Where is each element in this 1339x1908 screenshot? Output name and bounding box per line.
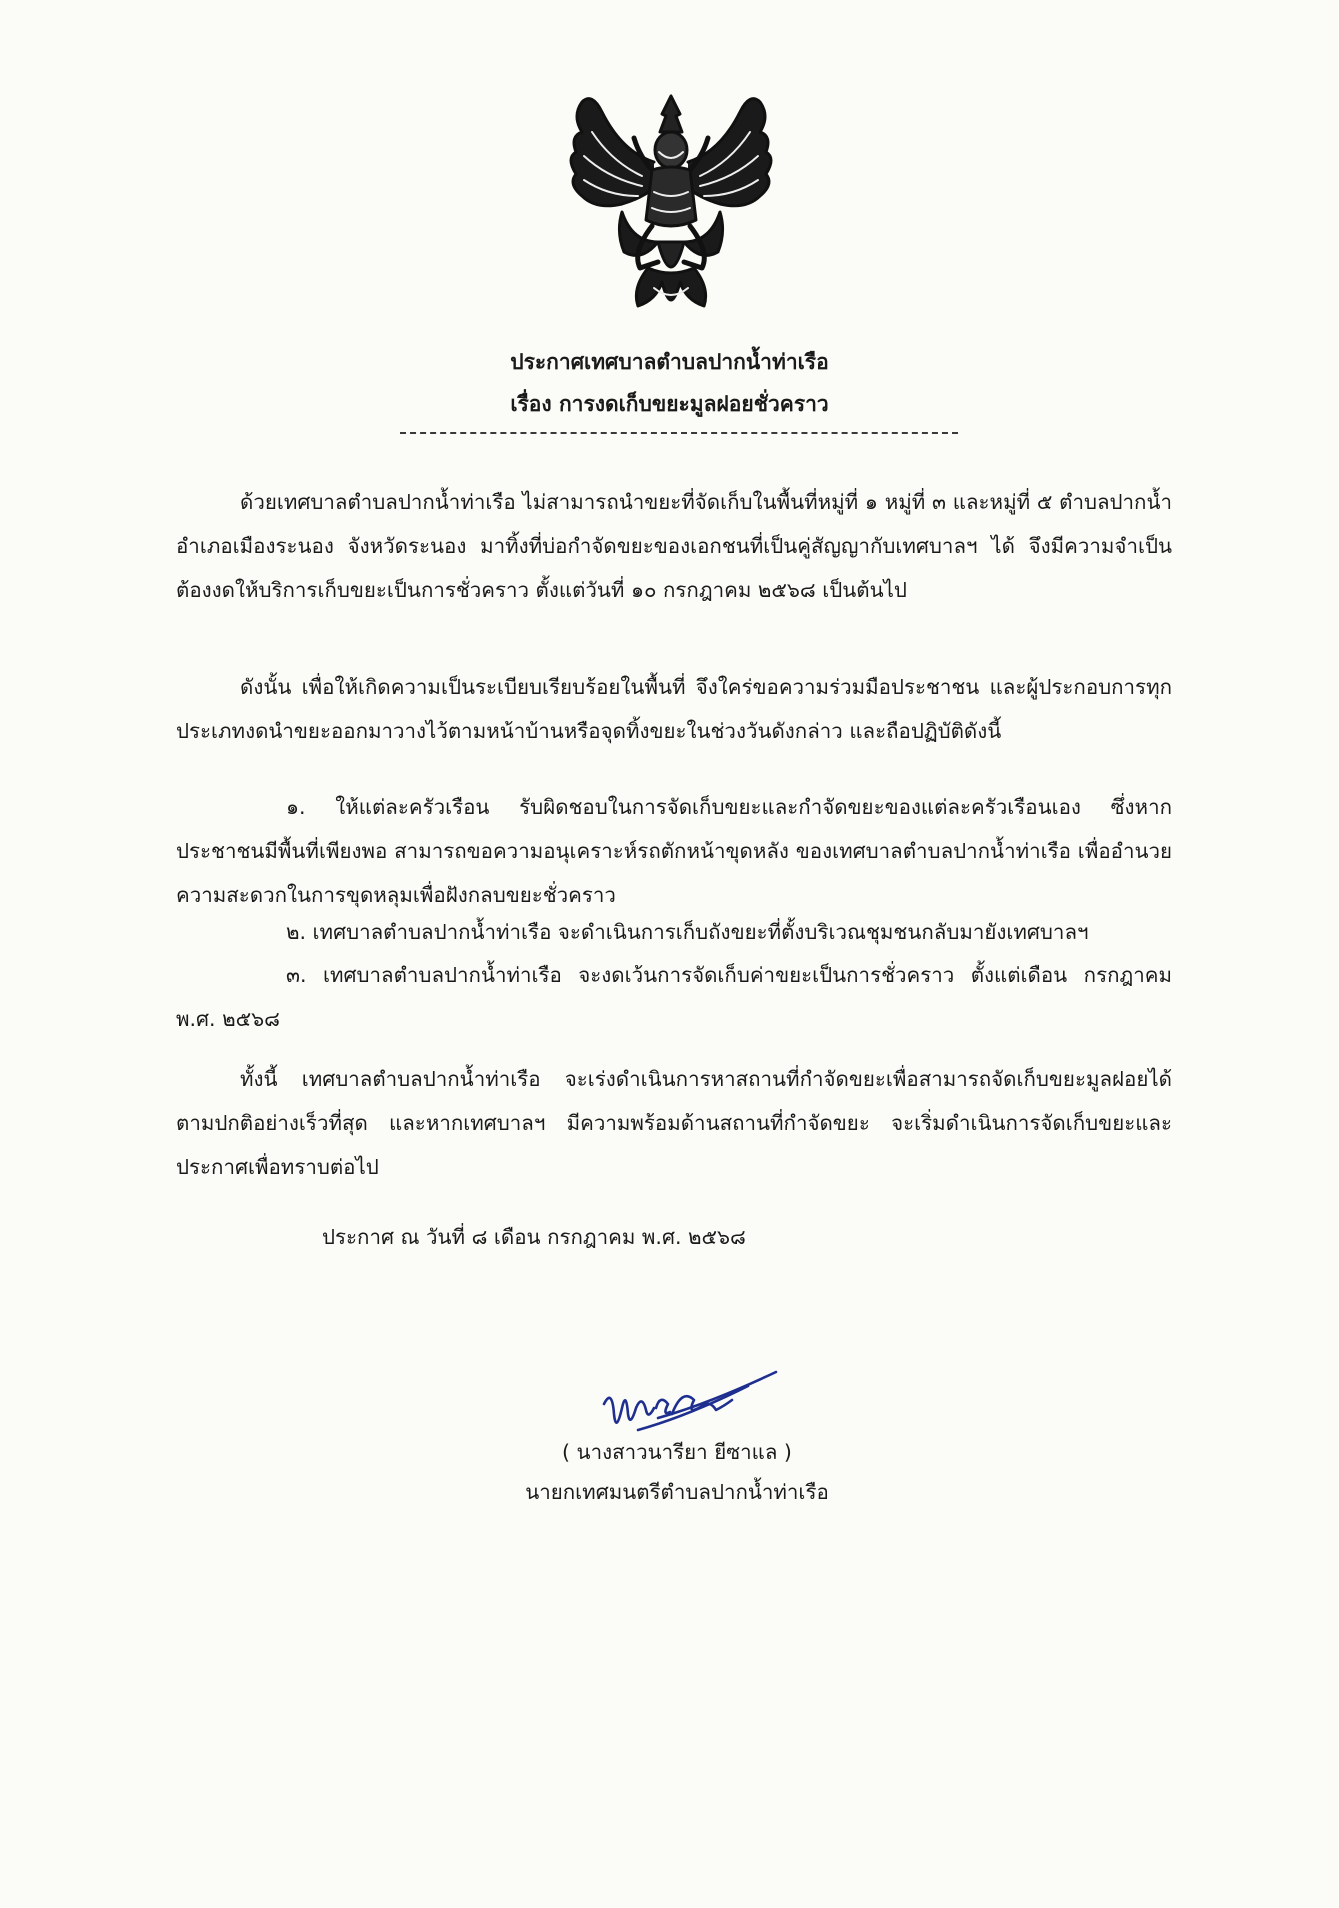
list-item-text: ๒. เทศบาลตำบลปากน้ำท่าเรือ จะดำเนินการเก็บถังขยะที่ตั้งบริเวณชุมชนกลับมายังเทศบาลฯ: [286, 920, 1089, 944]
paragraph-text: ทั้งนี้ เทศบาลตำบลปากน้ำท่าเรือ จะเร่งดำเนินการหาสถานที่กำจัดขยะเพื่อสามารถจัดเก็บขยะมูลฝอยได้ตามปกติอย่างเร็วที่สุด และหากเทศบาลฯ มีความพร้อมด้านสถานที่กำจัดขยะ จะเริ่มดำเนินการจัดเก็บขยะและประกาศเพื่อทราบต่อไป: [176, 1067, 1172, 1179]
announcement-subject: เรื่อง การงดเก็บขยะมูลฝอยชั่วคราว: [510, 392, 829, 416]
list-item: [176, 953, 1172, 1041]
signer-name: ( นางสาวนารียา ยีซาแล ): [562, 1440, 792, 1464]
announcement-title: ประกาศเทศบาลตำบลปากน้ำท่าเรือ: [510, 350, 829, 374]
divider-line: [400, 432, 958, 434]
list-item-text: ๓. เทศบาลตำบลปากน้ำท่าเรือ จะงดเว้นการจัดเก็บค่าขยะเป็นการชั่วคราว ตั้งแต่เดือน กรกฎาคม พ.ศ. ๒๕๖๘: [176, 963, 1172, 1031]
announcement-date: ประกาศ ณ วันที่ ๘ เดือน กรกฎาคม พ.ศ. ๒๕๖๘: [322, 1225, 746, 1249]
list-item: [176, 910, 1172, 954]
handwritten-signature: [598, 1364, 782, 1438]
paragraph-text: ดังนั้น เพื่อให้เกิดความเป็นระเบียบเรียบร้อยในพื้นที่ จึงใคร่ขอความร่วมมือประชาชน และผู้ประกอบการทุกประเภทงดนำขยะออกมาวางไว้ตามหน้าบ้านหรือจุดทิ้งขยะในช่วงวันดังกล่าว และถือปฏิบัติดังนี้: [176, 675, 1172, 743]
list-item-text: ๑. ให้แต่ละครัวเรือน รับผิดชอบในการจัดเก็บขยะและกำจัดขยะของแต่ละครัวเรือนเอง ซึ่งหากประชาชนมีพื้นที่เพียงพอ สามารถขอความอนุเคราะห์รถตักหน้าขุดหลัง ของเทศบาลตำบลปากน้ำท่าเรือ เพื่ออำนวยความสะดวกในการขุดหลุมเพื่อฝังกลบขยะชั่วคราว: [176, 795, 1172, 907]
signer-title: นายกเทศมนตรีตำบลปากน้ำท่าเรือ: [525, 1480, 829, 1504]
body-paragraph: [176, 1057, 1172, 1189]
body-paragraph: [176, 665, 1172, 753]
paragraph-text: ด้วยเทศบาลตำบลปากน้ำท่าเรือ ไม่สามารถนำขยะที่จัดเก็บในพื้นที่หมู่ที่ ๑ หมู่ที่ ๓ และหมู่ที่ ๕ ตำบลปากน้ำ อำเภอเมืองระนอง จังหวัดระนอง มาทิ้งที่บ่อกำจัดขยะของเอกชนที่เป็นคู่สัญญากับเทศบาลฯ ได้ จึงมีความจำเป็นต้องงดให้บริการเก็บขยะเป็นการชั่วคราว ตั้งแต่วันที่ ๑๐ กรกฎาคม ๒๕๖๘ เป็นต้นไป: [176, 490, 1172, 602]
body-paragraph: [176, 480, 1172, 612]
garuda-emblem-icon: [562, 92, 780, 320]
list-item: [176, 785, 1172, 917]
